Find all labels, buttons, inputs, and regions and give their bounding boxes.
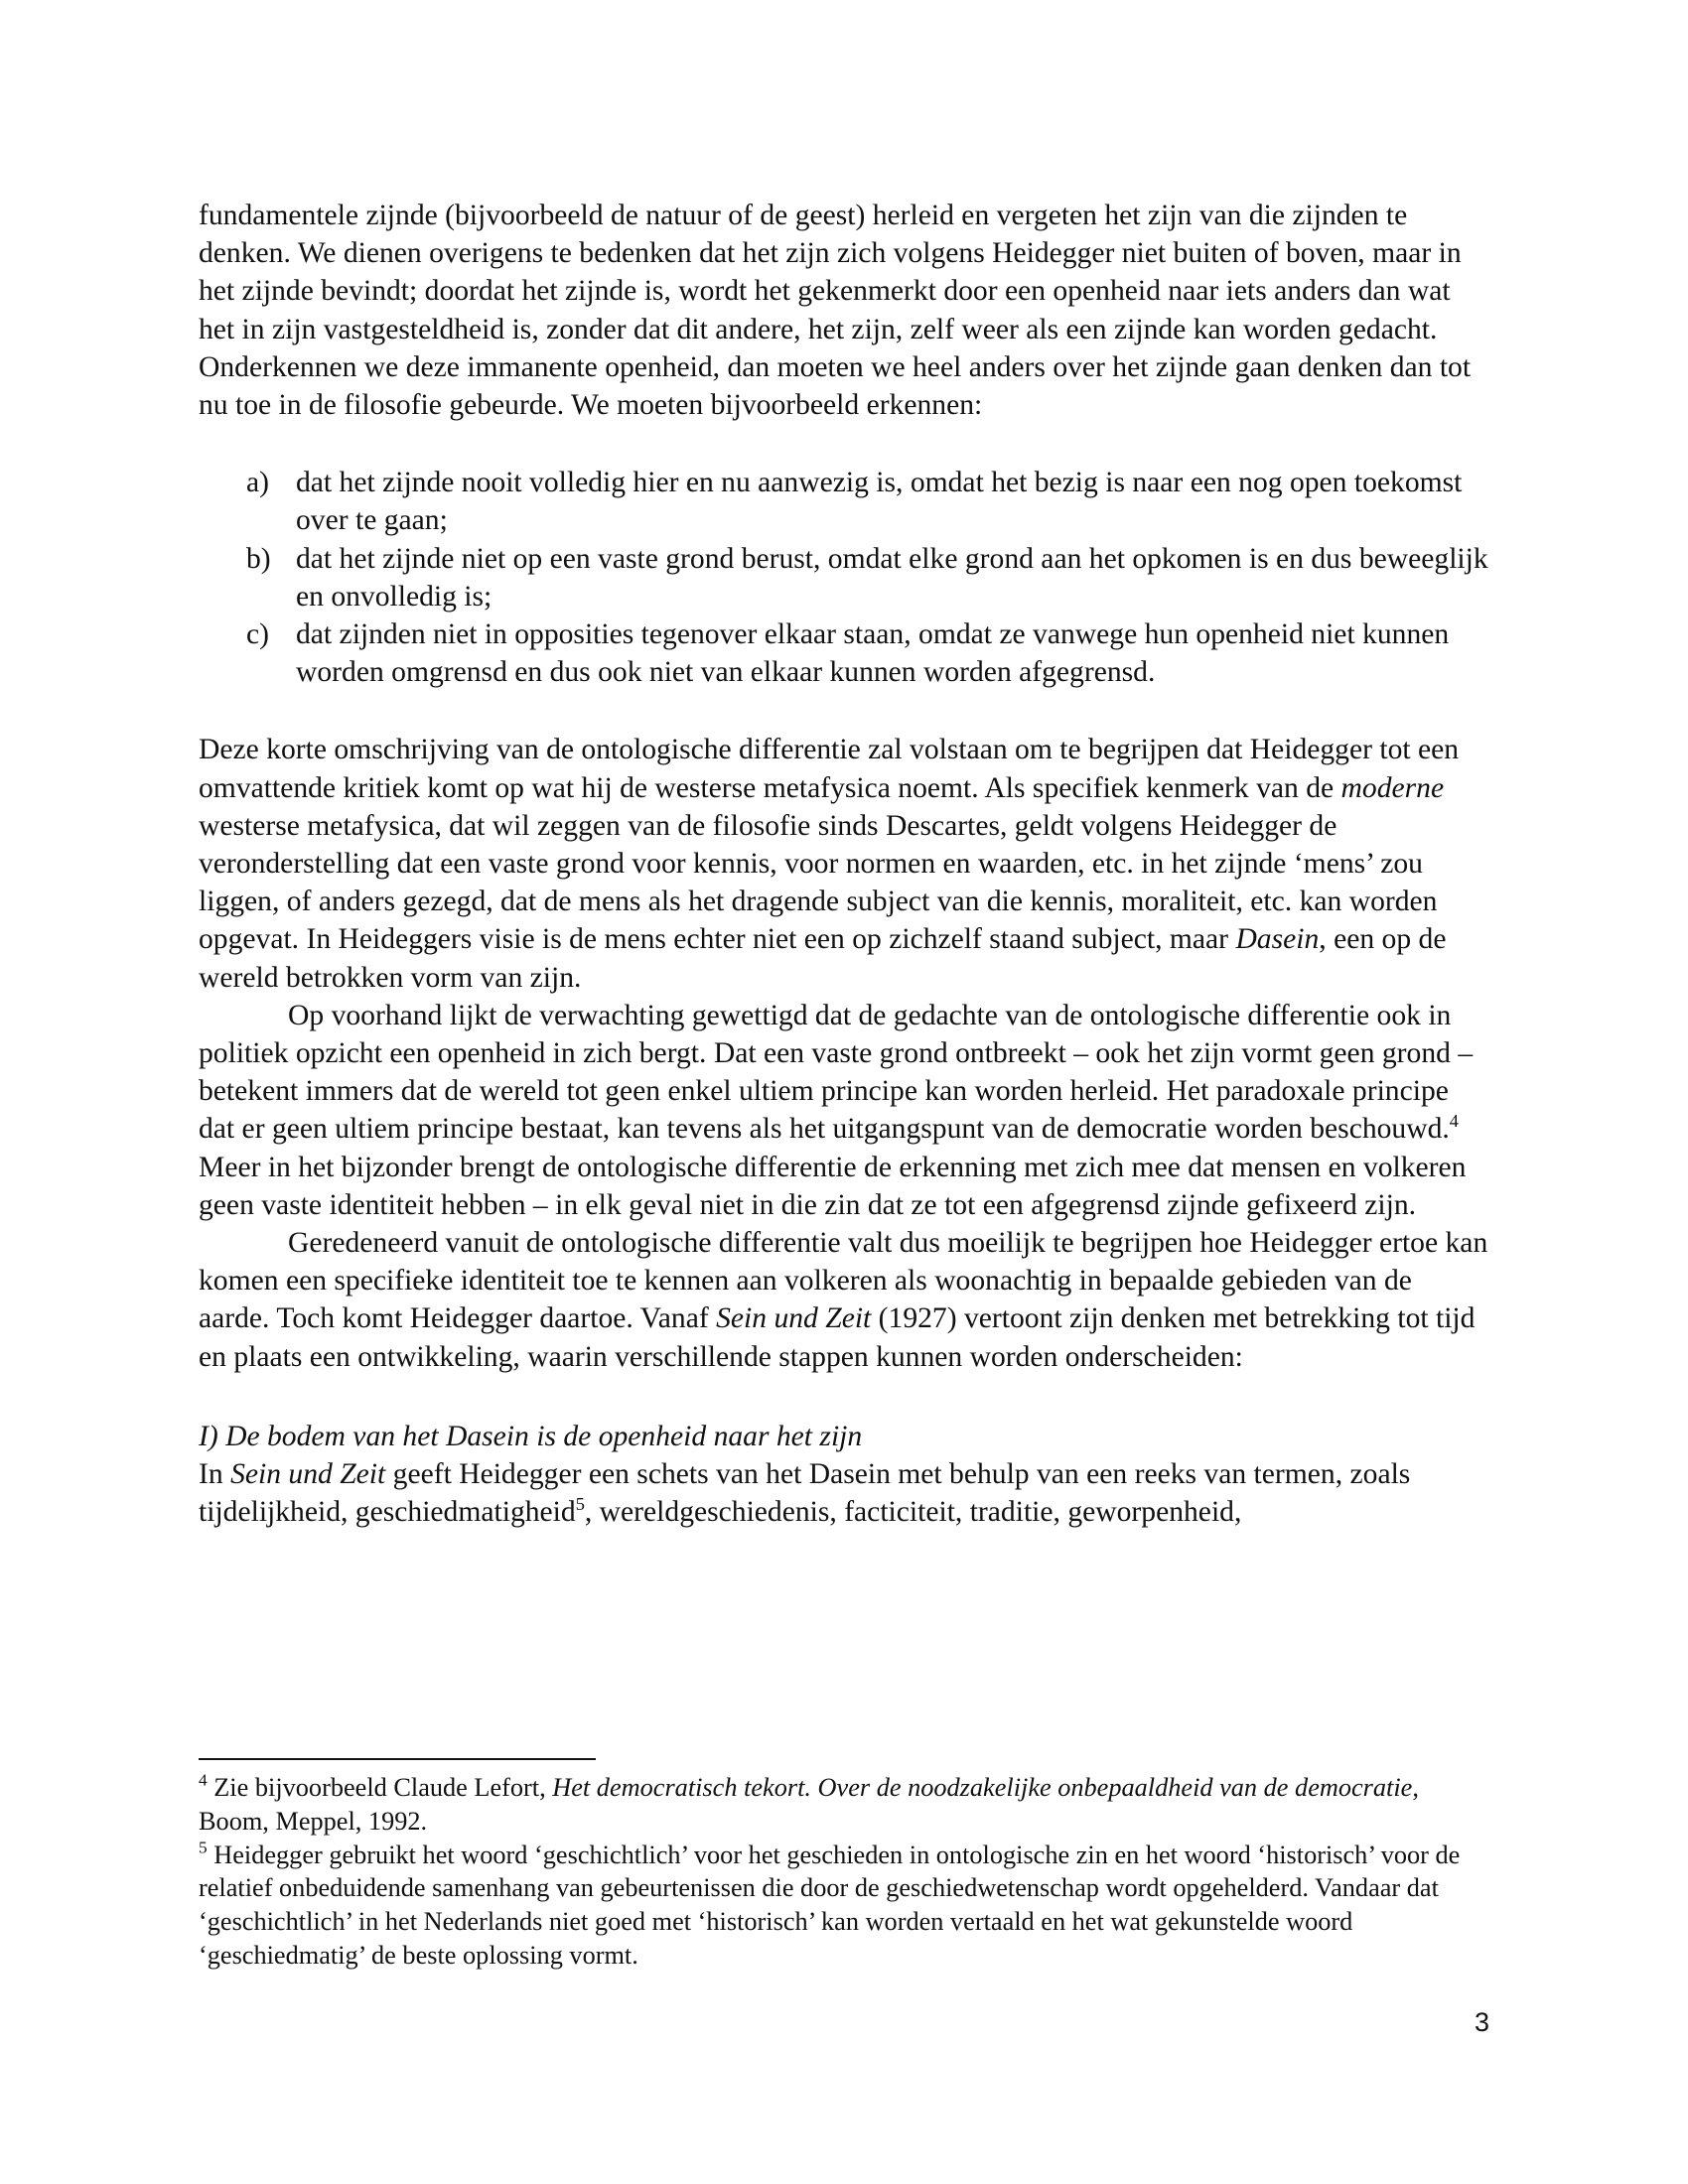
list-item-text: dat het zijnde nooit volledig hier en nu aanwezig is, omdat het bezig is naar een nog open toekomst over te gaan; bbox=[296, 467, 1463, 537]
text-run: , een op de wereld betrokken vorm van zijn. bbox=[199, 923, 1447, 994]
paragraph-identity bbox=[199, 1224, 1489, 1376]
paragraph-democracy bbox=[199, 997, 1489, 1224]
text-run: westerse metafysica, dat wil zeggen van de filosofie sinds Descartes, geldt volgens Heidegger de veronderstelling dat een vaste grond voor kennis, voor normen en waarden, etc. in het zijnde ‘mens’ zou liggen, of anders gezegd, dat de mens als het dragende subject van die kennis, moraliteit, etc. kan worden opgevat. In Heideggers visie is de mens echter niet een op zichzelf staand subject, maar bbox=[199, 809, 1438, 956]
text-run: Zie bijvoorbeeld Claude Lefort, bbox=[207, 1773, 553, 1802]
enumerated-list bbox=[199, 464, 1489, 691]
list-item-text: dat zijnden niet in opposities tegenover elkaar staan, omdat ze vanwege hun openheid niet kunnen worden omgrensd en dus ook niet van elkaar kunnen worden afgegrensd. bbox=[296, 618, 1450, 689]
footnote-ref-4[interactable]: 4 bbox=[1449, 1111, 1459, 1132]
emphasis-moderne: moderne bbox=[1340, 771, 1445, 804]
text-run: Op voorhand lijkt de verwachting gewettigd dat de gedachte van de ontologische differentie ook in politiek opzicht een openheid in zich bergt. Dat een vaste grond ontbreekt – ook het zijn vormt geen grond – betekent immers dat de wereld tot geen enkel ultiem principe kan worden herleid. Het paradoxale principe dat er geen ultiem principe bestaat, kan tevens als het uitgangspunt van de democratie worden beschouwd. bbox=[199, 999, 1474, 1146]
emphasis-dasein: Dasein bbox=[1235, 923, 1320, 956]
footnote-number: 5 bbox=[199, 1838, 208, 1857]
text-run: Heidegger gebruikt het woord ‘geschichtlich’ voor het geschieden in ontologische zin en het woord ‘historisch’ voor de relatief onbeduidende samenhang van gebeurtenissen die door de geschiedwetenschap wordt opgehelderd. Vandaar dat ‘geschichtlich’ in het Nederlands niet goed met ‘historisch’ kan worden vertaald en het wat gekunstelde woord ‘geschiedmatig’ de beste oplossing vormt. bbox=[199, 1840, 1461, 1970]
list-item-text: dat het zijnde niet op een vaste grond berust, omdat elke grond aan het opkomen is en dus beweeglijk en onvolledig is; bbox=[296, 542, 1488, 613]
list-marker: c) bbox=[246, 618, 269, 651]
section-heading: I) De bodem van het Dasein is de openheid naar het zijn bbox=[199, 1420, 863, 1452]
footnote-number: 4 bbox=[199, 1770, 208, 1790]
text-run: Deze korte omschrijving van de ontologische differentie zal volstaan om te begrijpen dat Heidegger tot een omvattende kritiek komt op wat hij de westerse metafysica noemt. Als specifiek kenmerk van de bbox=[199, 734, 1460, 804]
footnotes bbox=[199, 1771, 1489, 1973]
text-run: , Boom, Meppel, 1992. bbox=[199, 1773, 1419, 1836]
text-run: , wereldgeschiedenis, facticiteit, traditie, geworpenheid, bbox=[584, 1496, 1242, 1529]
list-marker: a) bbox=[246, 467, 269, 499]
emphasis-sein-und-zeit: Sein und Zeit bbox=[230, 1458, 386, 1491]
footnote-4 bbox=[199, 1771, 1489, 1839]
list-item bbox=[199, 464, 1489, 539]
paragraph-metaphysics bbox=[199, 731, 1489, 996]
emphasis-book-title: Het democratisch tekort. Over de noodzakelijke onbepaaldheid van de democratie bbox=[552, 1773, 1413, 1802]
list-item bbox=[199, 615, 1489, 691]
footnote-ref-5[interactable]: 5 bbox=[575, 1494, 585, 1515]
text-run: In bbox=[199, 1458, 231, 1491]
page-number: 3 bbox=[1474, 2007, 1489, 2037]
emphasis-sein-und-zeit: Sein und Zeit bbox=[716, 1302, 872, 1335]
page-body bbox=[199, 197, 1489, 1532]
footnote-5 bbox=[199, 1839, 1489, 1973]
text-run: geeft Heidegger een schets van het Dasein met behulp van een reeks van termen, zoals tijdelijkheid, geschiedmatigheid bbox=[199, 1458, 1411, 1529]
list-item bbox=[199, 540, 1489, 615]
paragraph-intro: fundamentele zijnde (bijvoorbeeld de natuur of de geest) herleid en vergeten het zijn van die zijnden te denken. We dienen overigens te bedenken dat het zijn zich volgens Heidegger niet buiten of boven, maar in het zijnde bevindt; doordat het zijnde is, wordt het gekenmerkt door een openheid naar iets anders dan wat het in zijn vastgesteldheid is, zonder dat dit andere, het zijn, zelf weer als een zijnde kan worden gedacht. Onderkennen we deze immanente openheid, dan moeten we heel anders over het zijnde gaan denken dan tot nu toe in de filosofie gebeurde. We moeten bijvoorbeeld erkennen: bbox=[199, 200, 1472, 422]
text-run: Geredeneerd vanuit de ontologische differentie valt dus moeilijk te begrijpen hoe Heidegger ertoe kan komen een specifieke identiteit toe te kennen aan volkeren als woonachtig in bepaalde gebieden van de aarde. Toch komt Heidegger daartoe. Vanaf bbox=[199, 1227, 1488, 1335]
paragraph-dasein bbox=[199, 1455, 1489, 1531]
text-run: (1927) vertoont zijn denken met betrekking tot tijd en plaats een ontwikkeling, waarin verschillende stappen kunnen worden onderscheiden: bbox=[199, 1302, 1476, 1373]
text-run: Meer in het bijzonder brengt de ontologische differentie de erkenning met zich mee dat mensen en volkeren geen vaste identiteit hebben – in elk geval niet in die zin dat ze tot een afgegrensd zijnde gefixeerd zijn. bbox=[199, 1151, 1467, 1221]
footnote-separator bbox=[199, 1758, 596, 1760]
list-marker: b) bbox=[246, 542, 271, 575]
